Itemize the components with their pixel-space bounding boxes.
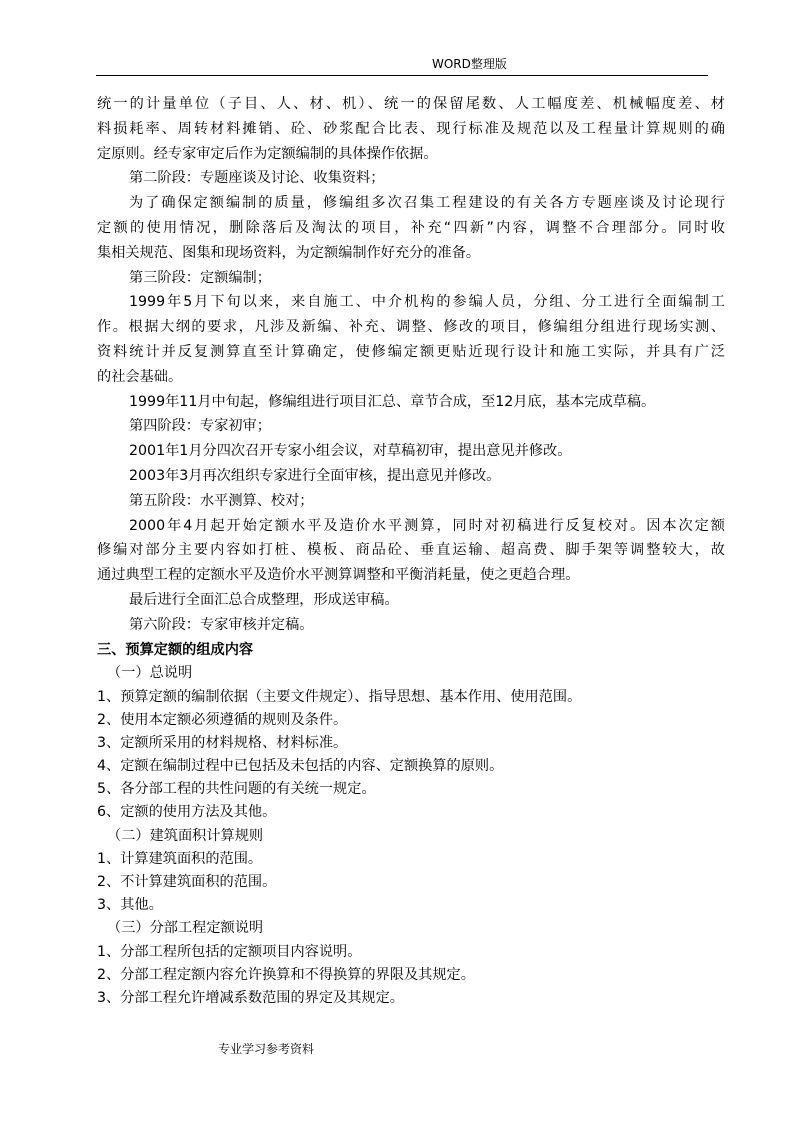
paragraph-line: 1999年5月下旬以来，来自施工、中介机构的参编人员，分组、分工进行全面编制工 bbox=[129, 294, 725, 311]
paragraph-line: 1999年11月中旬起，修编组进行项目汇总、章节合成，至12月底，基本完成草稿。 bbox=[129, 393, 656, 410]
document-body bbox=[97, 92, 725, 1010]
list-item: 1、分部工程所包括的定额项目内容说明。 bbox=[97, 943, 362, 960]
paragraph-line: 集相关规范、图集和现场资料，为定额编制作好充分的准备。 bbox=[97, 244, 481, 261]
paragraph-line: 2000年4月起开始定额水平及造价水平测算，同时对初稿进行反复校对。因本次定额 bbox=[129, 517, 725, 534]
list-item: 1、预算定额的编制依据（主要文件规定）、指导思想、基本作用、使用范围。 bbox=[97, 688, 582, 705]
paragraph-line: 定额的使用情况，删除落后及淘汰的项目，补充“四新”内容，调整不合理部分。同时收 bbox=[97, 219, 725, 236]
paragraph-line: 统一的计量单位（子目、人、材、机）、统一的保留尾数、人工幅度差、机械幅度差、材 bbox=[97, 96, 725, 112]
list-item: 6、定额的使用方法及其他。 bbox=[97, 804, 277, 821]
stage-heading: 第六阶段：专家审核并定稿。 bbox=[129, 616, 314, 633]
paragraph-line: 资料统计并反复测算直至计算确定，使修编定额更贴近现行设计和施工实际，并具有广泛 bbox=[97, 343, 725, 360]
stage-heading: 第五阶段：水平测算、校对； bbox=[129, 492, 314, 509]
header-label: WORD整理版 bbox=[432, 57, 507, 71]
paragraph-line: 作。根据大纲的要求，凡涉及新编、补充、调整、修改的项目，修编组分组进行现场实测、 bbox=[97, 319, 725, 336]
list-item: 4、定额在编制过程中已包括及未包括的内容、定额换算的原则。 bbox=[97, 758, 504, 775]
paragraph-line: 为了确保定额编制的质量，修编组多次召集工程建设的有关各方专题座谈及讨论现行 bbox=[129, 195, 725, 212]
page-footer: 专业学习参考资料 bbox=[218, 1042, 315, 1056]
header-divider bbox=[96, 75, 708, 76]
paragraph-line: 修编对部分主要内容如打桩、模板、商品砼、垂直运输、超高费、脚手架等调整较大，故 bbox=[97, 542, 725, 559]
page-header bbox=[0, 56, 794, 76]
subsection-heading: （一）总说明 bbox=[107, 665, 193, 682]
paragraph-line: 通过典型工程的定额水平及造价水平测算调整和平衡消耗量，使之更趋合理。 bbox=[97, 567, 580, 584]
subsection-heading: （二）建筑面积计算规则 bbox=[107, 827, 264, 844]
paragraph-line: 料损耗率、周转材料摊销、砼、砂浆配合比表、现行标准及规范以及工程量计算规则的确 bbox=[97, 120, 725, 137]
paragraph-line: 最后进行全面汇总合成整理，形成送审稿。 bbox=[129, 591, 399, 608]
paragraph-line: 定原则。经专家审定后作为定额编制的具体操作依据。 bbox=[97, 145, 438, 162]
paragraph-line: 的社会基础。 bbox=[97, 368, 183, 385]
stage-heading: 第二阶段：专题座谈及讨论、收集资料； bbox=[129, 170, 385, 187]
paragraph-line: 2003年3月再次组织专家进行全面审核，提出意见并修改。 bbox=[129, 467, 501, 484]
list-item: 2、分部工程定额内容允许换算和不得换算的界限及其规定。 bbox=[97, 966, 475, 983]
section-title: 三、预算定额的组成内容 bbox=[97, 641, 254, 658]
subsection-heading: （三）分部工程定额说明 bbox=[107, 920, 264, 937]
stage-heading: 第三阶段：定额编制； bbox=[129, 269, 271, 286]
list-item: 3、分部工程允许增减系数范围的界定及其规定。 bbox=[97, 989, 404, 1006]
list-item: 5、各分部工程的共性问题的有关统一规定。 bbox=[97, 781, 376, 798]
paragraph-line: 2001年1月分四次召开专家小组会议，对草稿初审，提出意见并修改。 bbox=[129, 443, 572, 460]
stage-heading: 第四阶段：专家初审； bbox=[129, 418, 271, 435]
list-item: 3、定额所采用的材料规格、材料标准。 bbox=[97, 734, 348, 751]
list-item: 3、其他。 bbox=[97, 897, 163, 914]
list-item: 2、使用本定额必须遵循的规则及条件。 bbox=[97, 711, 348, 728]
list-item: 2、不计算建筑面积的范围。 bbox=[97, 874, 277, 891]
list-item: 1、计算建筑面积的范围。 bbox=[97, 850, 263, 867]
